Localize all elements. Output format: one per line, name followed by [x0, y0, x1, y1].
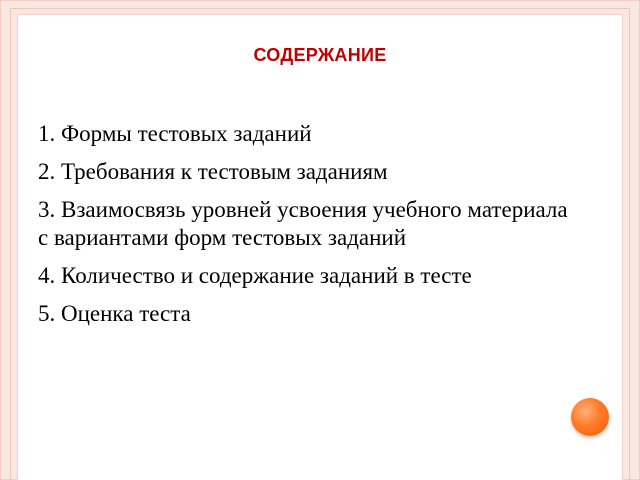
orange-circle-decoration — [571, 398, 609, 436]
list-item: 2. Требования к тестовым заданиям — [38, 159, 388, 184]
contents-list — [38, 120, 578, 338]
list-item: 4. Количество и содержание заданий в тесте — [38, 263, 472, 288]
slide-title: СОДЕРЖАНИЕ — [253, 45, 387, 65]
list-item: 1. Формы тестовых заданий — [38, 121, 312, 146]
list-item: 3. Взаимосвязь уровней усвоения учебного материала с вариантами форм тестовых заданий — [38, 197, 568, 250]
list-item: 5. Оценка теста — [38, 301, 191, 326]
